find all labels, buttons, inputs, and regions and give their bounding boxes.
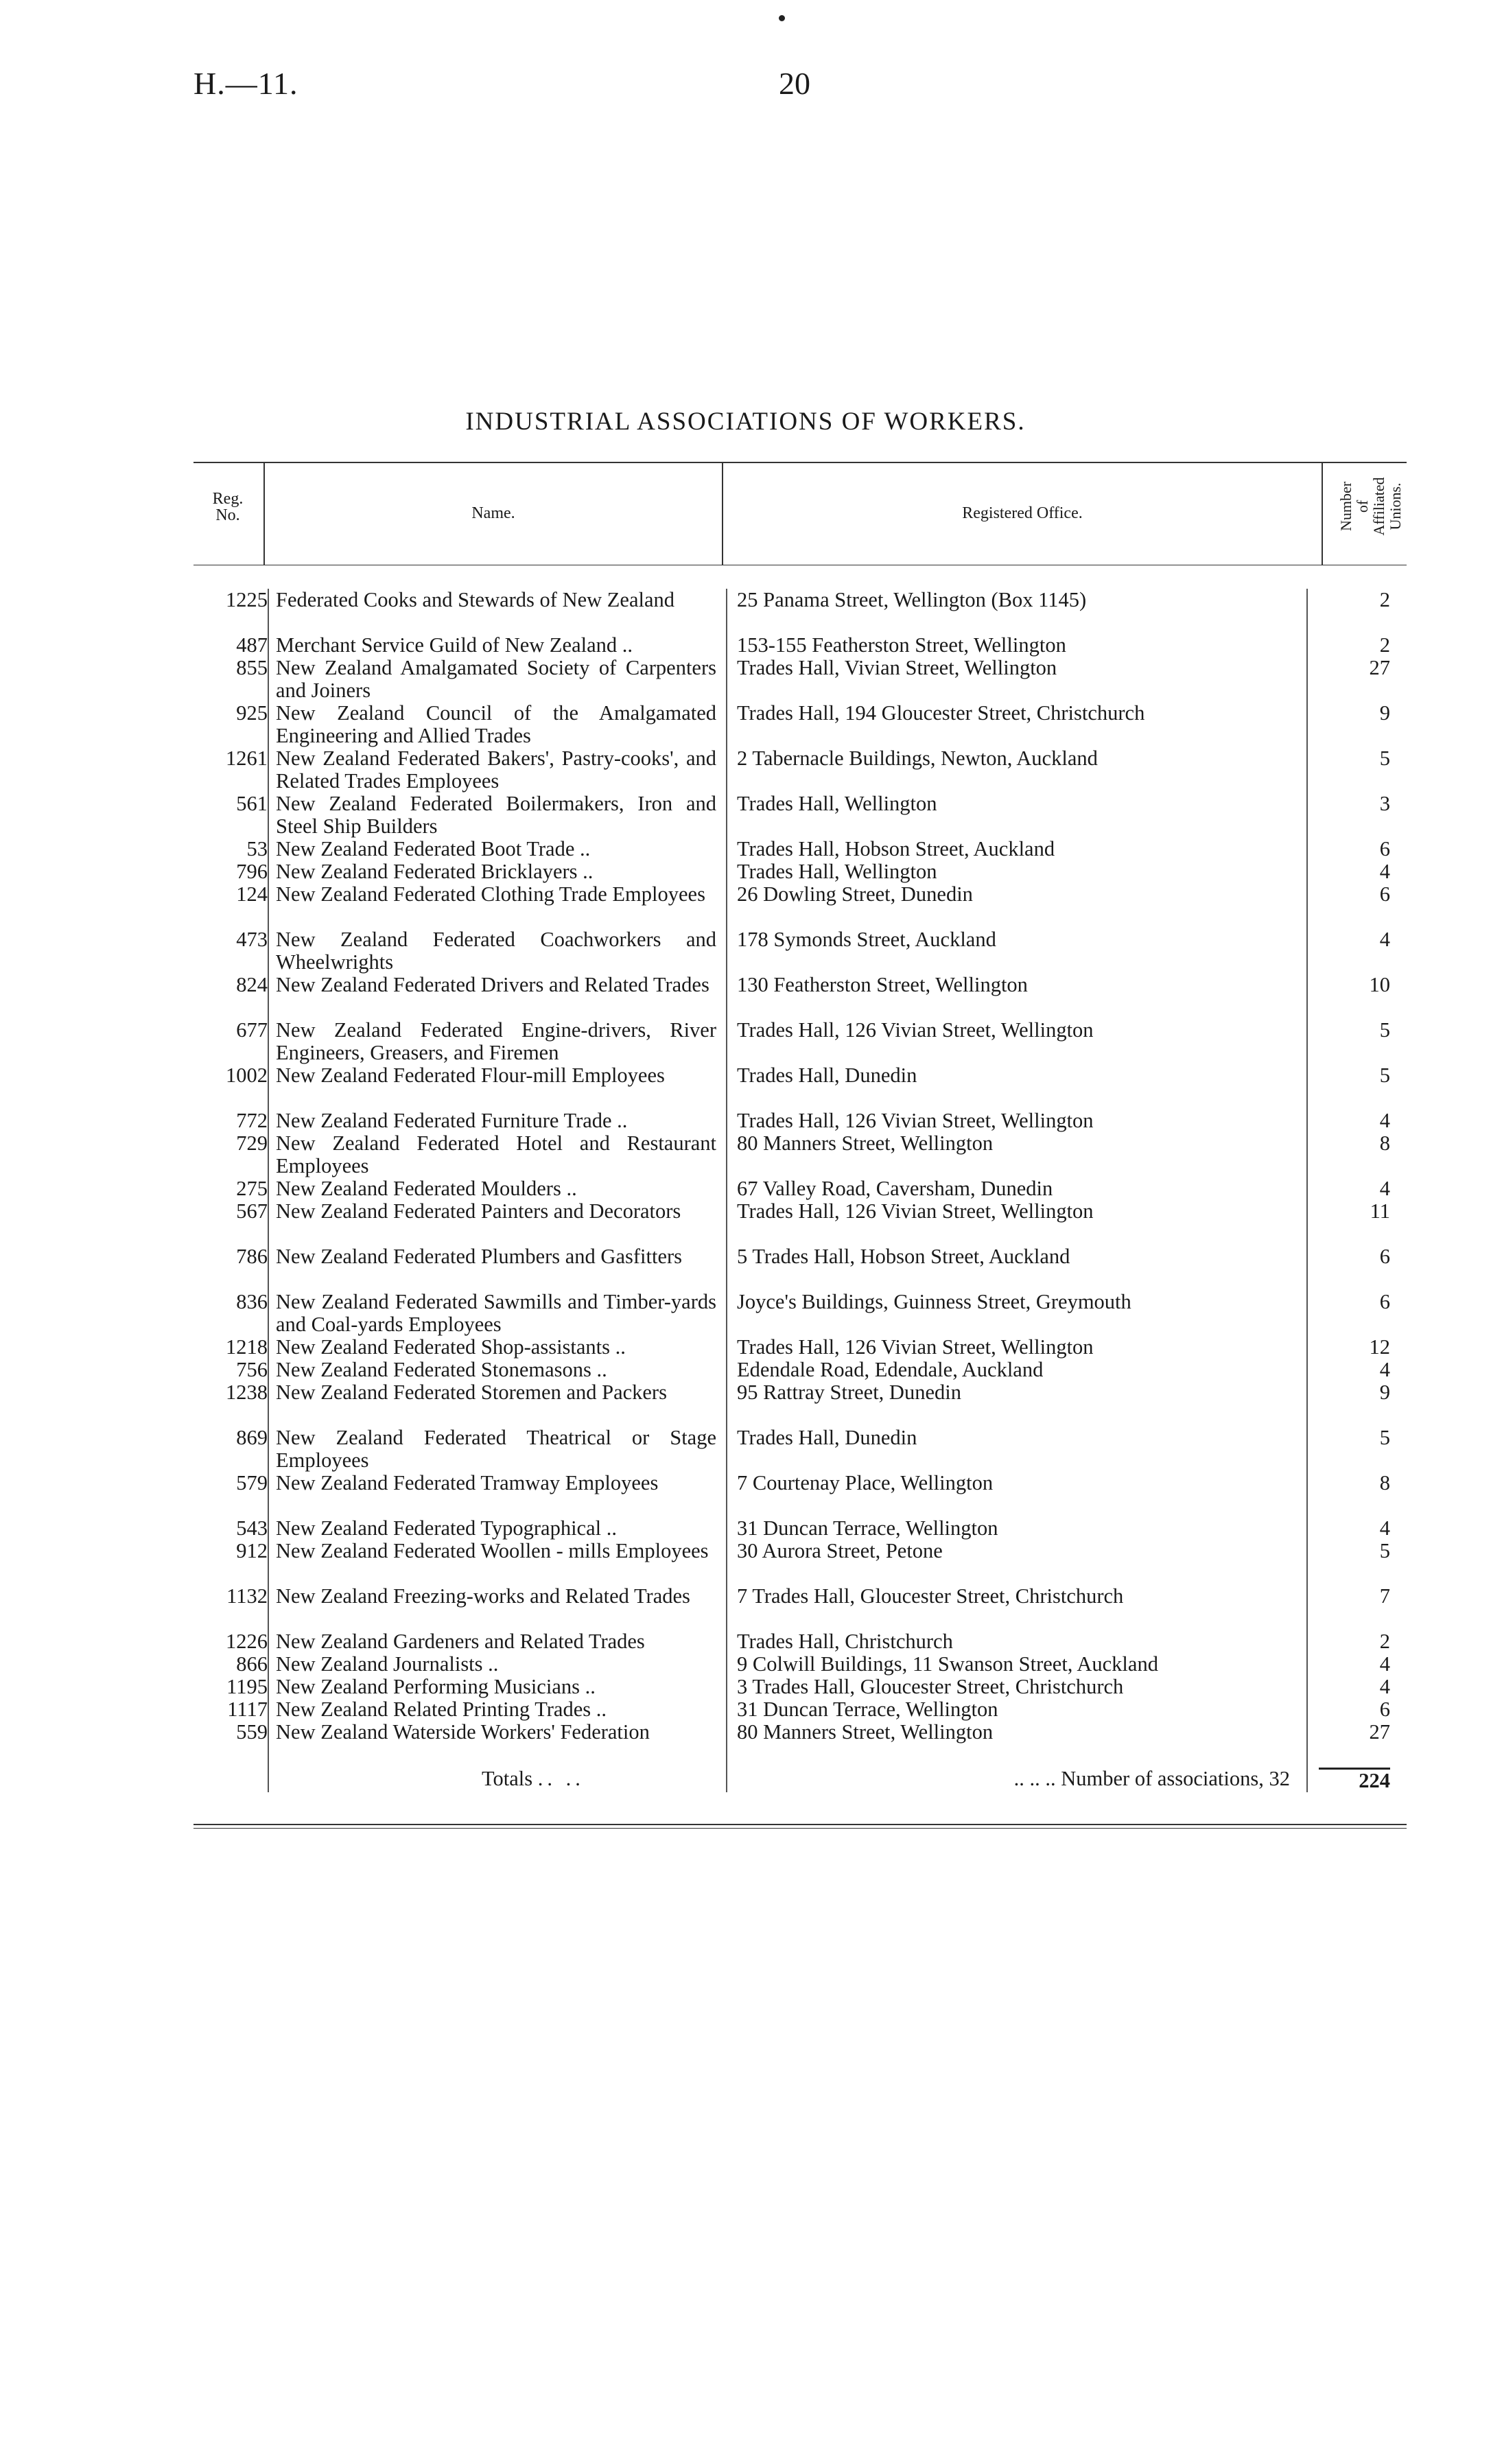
association-name-cell: New Zealand Federated Boilermakers, Iron and Steel Ship Builders bbox=[268, 793, 727, 838]
reg-number-cell: 925 bbox=[236, 701, 268, 725]
association-name-cell: New Zealand Federated Coachworkers and Wheelwrights bbox=[268, 928, 727, 974]
document-reference: H.—11. bbox=[193, 66, 298, 101]
reg-number-cell: 729 bbox=[236, 1131, 268, 1155]
registered-office-cell: Trades Hall, 126 Vivian Street, Wellington bbox=[727, 1336, 1307, 1359]
affiliated-unions-cell: 5 bbox=[1307, 1427, 1413, 1472]
affiliated-unions-cell: 12 bbox=[1307, 1336, 1413, 1359]
association-name-cell: New Zealand Federated Tramway Employees bbox=[268, 1472, 727, 1517]
table-row bbox=[193, 702, 1413, 747]
registered-office-cell: 130 Featherston Street, Wellington bbox=[727, 974, 1307, 1019]
reg-number-cell: 1195 bbox=[226, 1675, 268, 1698]
registered-office-cell: 31 Duncan Terrace, Wellington bbox=[727, 1698, 1307, 1721]
table-row bbox=[193, 793, 1413, 838]
table-row bbox=[193, 1336, 1413, 1359]
affiliated-unions-cell: 2 bbox=[1307, 634, 1413, 657]
association-name-cell: Merchant Service Guild of New Zealand .. bbox=[268, 634, 727, 657]
affiliated-unions-cell: 6 bbox=[1307, 1245, 1413, 1291]
affiliated-unions-cell: 4 bbox=[1307, 1110, 1413, 1132]
totals-office-cell bbox=[727, 1766, 1307, 1792]
page-title: INDUSTRIAL ASSOCIATIONS OF WORKERS. bbox=[465, 408, 1026, 436]
association-name-cell: New Zealand Federated Stonemasons .. bbox=[268, 1359, 727, 1381]
affiliated-unions-cell: 7 bbox=[1307, 1585, 1413, 1630]
association-name-cell: New Zealand Council of the Amalgamated Engineering and Allied Trades bbox=[268, 702, 727, 747]
registered-office-cell: Joyce's Buildings, Guinness Street, Greymouth bbox=[727, 1291, 1307, 1336]
column-header-office: Registered Office. bbox=[962, 504, 1083, 522]
table-row bbox=[193, 1540, 1413, 1585]
table-row bbox=[193, 1359, 1413, 1381]
registered-office-cell: 7 Trades Hall, Gloucester Street, Christchurch bbox=[727, 1585, 1307, 1630]
registered-office-cell: Trades Hall, Hobson Street, Auckland bbox=[727, 838, 1307, 860]
registered-office-cell: 2 Tabernacle Buildings, Newton, Auckland bbox=[727, 747, 1307, 793]
registered-office-cell: Trades Hall, Dunedin bbox=[727, 1427, 1307, 1472]
reg-number-cell: 473 bbox=[236, 928, 268, 951]
table-row bbox=[193, 1064, 1413, 1110]
affiliated-unions-cell: 6 bbox=[1307, 883, 1413, 928]
association-name-cell: New Zealand Federated Painters and Decorators bbox=[268, 1200, 727, 1245]
registered-office-cell: Trades Hall, Christchurch bbox=[727, 1630, 1307, 1653]
association-name-cell: New Zealand Federated Engine-drivers, River Engineers, Greasers, and Firemen bbox=[268, 1019, 727, 1064]
reg-number-cell: 786 bbox=[236, 1245, 268, 1268]
association-name-cell: New Zealand Federated Bakers', Pastry-cooks', and Related Trades Employees bbox=[268, 747, 727, 793]
affiliated-unions-cell: 4 bbox=[1307, 860, 1413, 883]
association-name-cell: New Zealand Federated Drivers and Related Trades bbox=[268, 974, 727, 1019]
table-row bbox=[193, 1630, 1413, 1653]
table-row bbox=[193, 657, 1413, 702]
registered-office-cell: 95 Rattray Street, Dunedin bbox=[727, 1381, 1307, 1427]
table-bottom-rule bbox=[193, 1824, 1407, 1825]
table-row bbox=[193, 860, 1413, 883]
reg-number-cell: 869 bbox=[236, 1426, 268, 1449]
reg-number-cell: 855 bbox=[236, 656, 268, 679]
registered-office-cell: 9 Colwill Buildings, 11 Swanson Street, Auckland bbox=[727, 1653, 1307, 1676]
registered-office-cell: 26 Dowling Street, Dunedin bbox=[727, 883, 1307, 928]
affiliated-unions-cell: 27 bbox=[1307, 1721, 1413, 1766]
affiliated-unions-cell: 2 bbox=[1307, 589, 1413, 634]
association-name-cell: New Zealand Gardeners and Related Trades bbox=[268, 1630, 727, 1653]
registered-office-cell: Trades Hall, Vivian Street, Wellington bbox=[727, 657, 1307, 702]
reg-number-cell: 1261 bbox=[226, 747, 268, 770]
affiliated-unions-cell: 10 bbox=[1307, 974, 1413, 1019]
reg-number-cell: 772 bbox=[236, 1109, 268, 1132]
affiliated-unions-cell: 4 bbox=[1307, 1517, 1413, 1540]
reg-number-cell: 124 bbox=[236, 882, 268, 906]
registered-office-cell: Trades Hall, 126 Vivian Street, Wellington bbox=[727, 1200, 1307, 1245]
affiliated-unions-cell: 6 bbox=[1307, 838, 1413, 860]
column-divider-3 bbox=[1322, 462, 1323, 565]
affiliated-unions-cell: 11 bbox=[1307, 1200, 1413, 1245]
reg-number-cell: 1132 bbox=[226, 1584, 268, 1608]
table-row bbox=[193, 838, 1413, 860]
association-name-cell: New Zealand Federated Woollen - mills Employees bbox=[268, 1540, 727, 1585]
table-row bbox=[193, 1653, 1413, 1676]
registered-office-cell: 67 Valley Road, Caversham, Dunedin bbox=[727, 1177, 1307, 1200]
reg-number-cell: 824 bbox=[236, 973, 268, 996]
reg-number-cell: 487 bbox=[236, 633, 268, 657]
association-name-cell: New Zealand Federated Typographical .. bbox=[268, 1517, 727, 1540]
number-of-associations: .. .. .. Number of associations, 32 bbox=[1013, 1767, 1290, 1790]
totals-reg-cell bbox=[193, 1766, 268, 1792]
association-name-cell: New Zealand Waterside Workers' Federation bbox=[268, 1721, 727, 1766]
registered-office-cell: 31 Duncan Terrace, Wellington bbox=[727, 1517, 1307, 1540]
reg-number-cell: 559 bbox=[236, 1720, 268, 1744]
registered-office-cell: Trades Hall, Dunedin bbox=[727, 1064, 1307, 1110]
registered-office-cell: Edendale Road, Edendale, Auckland bbox=[727, 1359, 1307, 1381]
table-row bbox=[193, 1245, 1413, 1291]
totals-label-cell bbox=[268, 1766, 727, 1792]
print-speck bbox=[779, 15, 785, 21]
column-header-reg-no: Reg. No. bbox=[212, 490, 244, 524]
affiliated-unions-cell: 5 bbox=[1307, 1540, 1413, 1585]
reg-number-cell: 1002 bbox=[226, 1064, 268, 1087]
association-name-cell: New Zealand Federated Hotel and Restaurant Employees bbox=[268, 1132, 727, 1177]
reg-number-cell: 796 bbox=[236, 860, 268, 883]
registered-office-cell: 178 Symonds Street, Auckland bbox=[727, 928, 1307, 974]
associations-table bbox=[193, 589, 1413, 1792]
table-row bbox=[193, 1427, 1413, 1472]
association-name-cell: New Zealand Federated Furniture Trade .. bbox=[268, 1110, 727, 1132]
table-bottom-rule-2 bbox=[193, 1828, 1407, 1829]
table-row bbox=[193, 634, 1413, 657]
association-name-cell: New Zealand Federated Storemen and Packers bbox=[268, 1381, 727, 1427]
table-row bbox=[193, 1698, 1413, 1721]
affiliated-unions-cell: 4 bbox=[1307, 1653, 1413, 1676]
reg-number-cell: 53 bbox=[246, 837, 268, 860]
table-row bbox=[193, 1019, 1413, 1064]
affiliated-unions-cell: 3 bbox=[1307, 793, 1413, 838]
reg-number-cell: 1226 bbox=[226, 1630, 268, 1653]
total-affiliated-unions: 224 bbox=[1319, 1768, 1390, 1792]
reg-number-cell: 561 bbox=[236, 792, 268, 815]
table-row bbox=[193, 1472, 1413, 1517]
association-name-cell: New Zealand Freezing-works and Related Trades bbox=[268, 1585, 727, 1630]
table-row bbox=[193, 1517, 1413, 1540]
registered-office-cell: 3 Trades Hall, Gloucester Street, Christchurch bbox=[727, 1676, 1307, 1698]
registered-office-cell: 5 Trades Hall, Hobson Street, Auckland bbox=[727, 1245, 1307, 1291]
association-name-cell: New Zealand Federated Plumbers and Gasfitters bbox=[268, 1245, 727, 1291]
reg-number-cell: 1117 bbox=[227, 1698, 268, 1721]
reg-number-cell: 579 bbox=[236, 1471, 268, 1494]
totals-leader-dots: .. .. bbox=[537, 1767, 585, 1790]
association-name-cell: New Zealand Federated Flour-mill Employees bbox=[268, 1064, 727, 1110]
reg-number-cell: 866 bbox=[236, 1652, 268, 1676]
association-name-cell: New Zealand Federated Theatrical or Stage Employees bbox=[268, 1427, 727, 1472]
association-name-cell: New Zealand Related Printing Trades .. bbox=[268, 1698, 727, 1721]
registered-office-cell: 30 Aurora Street, Petone bbox=[727, 1540, 1307, 1585]
registered-office-cell: 25 Panama Street, Wellington (Box 1145) bbox=[727, 589, 1307, 634]
table-row bbox=[193, 1676, 1413, 1698]
registered-office-cell: 80 Manners Street, Wellington bbox=[727, 1721, 1307, 1766]
reg-number-cell: 1238 bbox=[226, 1381, 268, 1404]
registered-office-cell: Trades Hall, Wellington bbox=[727, 860, 1307, 883]
association-name-cell: New Zealand Performing Musicians .. bbox=[268, 1676, 727, 1698]
affiliated-unions-cell: 4 bbox=[1307, 1359, 1413, 1381]
affiliated-unions-cell: 4 bbox=[1307, 1676, 1413, 1698]
reg-number-cell: 756 bbox=[236, 1358, 268, 1381]
affiliated-unions-cell: 5 bbox=[1307, 747, 1413, 793]
association-name-cell: New Zealand Federated Boot Trade .. bbox=[268, 838, 727, 860]
association-name-cell: New Zealand Federated Moulders .. bbox=[268, 1177, 727, 1200]
affiliated-unions-cell: 27 bbox=[1307, 657, 1413, 702]
table-row bbox=[193, 883, 1413, 928]
reg-number-cell: 912 bbox=[236, 1539, 268, 1562]
table-row bbox=[193, 1132, 1413, 1177]
table-row bbox=[193, 1291, 1413, 1336]
affiliated-unions-cell: 5 bbox=[1307, 1064, 1413, 1110]
column-header-unions: Number of Affiliated Unions. bbox=[1337, 476, 1404, 536]
table-row bbox=[193, 747, 1413, 793]
reg-number-cell: 275 bbox=[236, 1177, 268, 1200]
column-header-name: Name. bbox=[471, 504, 515, 522]
association-name-cell: New Zealand Federated Bricklayers .. bbox=[268, 860, 727, 883]
reg-number-cell: 677 bbox=[236, 1018, 268, 1042]
affiliated-unions-cell: 9 bbox=[1307, 702, 1413, 747]
registered-office-cell: Trades Hall, Wellington bbox=[727, 793, 1307, 838]
affiliated-unions-cell: 8 bbox=[1307, 1472, 1413, 1517]
association-name-cell: Federated Cooks and Stewards of New Zealand bbox=[268, 589, 727, 634]
table-row bbox=[193, 1200, 1413, 1245]
association-name-cell: New Zealand Journalists .. bbox=[268, 1653, 727, 1676]
reg-number-cell: 1218 bbox=[226, 1335, 268, 1359]
totals-unions-cell bbox=[1307, 1766, 1413, 1792]
reg-number-cell: 1225 bbox=[226, 588, 268, 611]
registered-office-cell: 80 Manners Street, Wellington bbox=[727, 1132, 1307, 1177]
reg-number-cell: 567 bbox=[236, 1199, 268, 1223]
table-row bbox=[193, 928, 1413, 974]
table-row bbox=[193, 974, 1413, 1019]
page-number: 20 bbox=[779, 66, 810, 101]
table-row bbox=[193, 1381, 1413, 1427]
affiliated-unions-cell: 6 bbox=[1307, 1698, 1413, 1721]
registered-office-cell: 153-155 Featherston Street, Wellington bbox=[727, 634, 1307, 657]
affiliated-unions-cell: 4 bbox=[1307, 1177, 1413, 1200]
registered-office-cell: Trades Hall, 126 Vivian Street, Wellington bbox=[727, 1019, 1307, 1064]
table-row bbox=[193, 1585, 1413, 1630]
affiliated-unions-cell: 4 bbox=[1307, 928, 1413, 974]
association-name-cell: New Zealand Federated Sawmills and Timber-yards and Coal-yards Employees bbox=[268, 1291, 727, 1336]
registered-office-cell: Trades Hall, 194 Gloucester Street, Christchurch bbox=[727, 702, 1307, 747]
affiliated-unions-cell: 6 bbox=[1307, 1291, 1413, 1336]
affiliated-unions-cell: 2 bbox=[1307, 1630, 1413, 1653]
table-row bbox=[193, 589, 1413, 634]
association-name-cell: New Zealand Amalgamated Society of Carpenters and Joiners bbox=[268, 657, 727, 702]
totals-row bbox=[193, 1766, 1413, 1792]
reg-number-cell: 543 bbox=[236, 1516, 268, 1540]
table-row bbox=[193, 1721, 1413, 1766]
reg-number-cell: 836 bbox=[236, 1290, 268, 1313]
registered-office-cell: 7 Courtenay Place, Wellington bbox=[727, 1472, 1307, 1517]
totals-label: Totals bbox=[482, 1767, 533, 1790]
registered-office-cell: Trades Hall, 126 Vivian Street, Wellington bbox=[727, 1110, 1307, 1132]
association-name-cell: New Zealand Federated Shop-assistants .. bbox=[268, 1336, 727, 1359]
association-name-cell: New Zealand Federated Clothing Trade Employees bbox=[268, 883, 727, 928]
affiliated-unions-cell: 9 bbox=[1307, 1381, 1413, 1427]
affiliated-unions-cell: 5 bbox=[1307, 1019, 1413, 1064]
table-row bbox=[193, 1110, 1413, 1132]
affiliated-unions-cell: 8 bbox=[1307, 1132, 1413, 1177]
table-top-rule bbox=[193, 462, 1407, 463]
table-row bbox=[193, 1177, 1413, 1200]
